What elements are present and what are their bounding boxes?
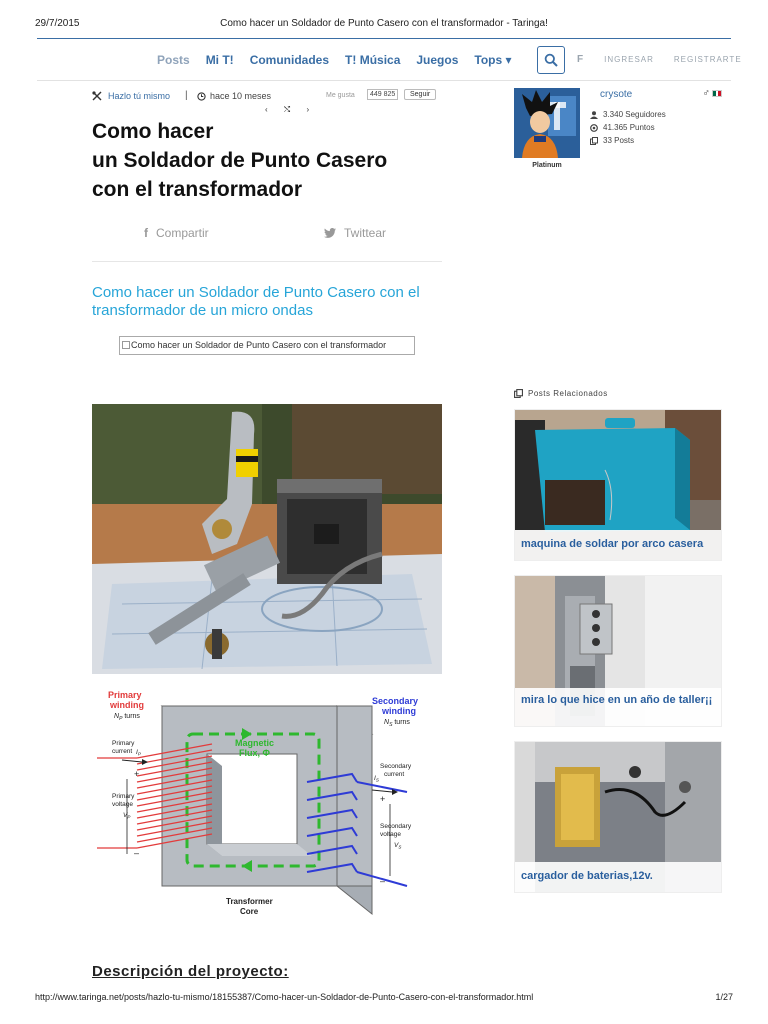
welder-photo	[92, 404, 442, 674]
primary-turns-symbol: N	[114, 713, 120, 720]
primary-turns-suffix: turns	[122, 713, 140, 720]
primary-current-label-2: current	[112, 748, 133, 755]
register-link[interactable]: REGISTRARTE	[673, 55, 742, 64]
post-title	[92, 117, 452, 204]
primary-winding-label-1: Primary	[108, 690, 142, 700]
transformer-diagram	[92, 684, 442, 924]
likes-label: Me gusta	[326, 92, 355, 99]
related-post-card[interactable]	[514, 409, 722, 561]
points-stat	[590, 121, 666, 134]
svg-text:IS	[374, 775, 379, 783]
secondary-turns-symbol: N	[384, 719, 390, 726]
followers-stat	[590, 108, 666, 121]
core-label-1: Transformer	[226, 897, 273, 906]
secondary-voltage-sub: S	[398, 844, 402, 850]
post-navigation[interactable]: ‹ ⤭ ›	[265, 105, 317, 114]
related-heading-label: Posts Relacionados	[528, 389, 608, 398]
rank-label: Platinum	[532, 162, 562, 169]
secondary-plus: +	[380, 794, 386, 804]
broken-image-placeholder	[119, 336, 415, 355]
secondary-turns-suffix: turns	[392, 719, 410, 726]
nav-posts[interactable]: Posts	[157, 52, 190, 67]
post-subtitle: Como hacer un Soldador de Punto Casero con el transformador de un micro ondas	[92, 284, 420, 319]
broken-image-alt: Como hacer un Soldador de Punto Casero con el transformador	[131, 340, 387, 350]
mexico-flag-icon	[712, 90, 722, 97]
time-label: hace 10 meses	[210, 91, 272, 101]
secondary-turns-sub: S	[389, 722, 393, 728]
magnetic-flux-label-2: Flux, Φ	[239, 748, 270, 758]
posts-stat	[590, 134, 666, 147]
secondary-voltage-label-1: Secondary	[380, 823, 412, 830]
secondary-minus: –	[380, 876, 386, 886]
post-time	[197, 91, 271, 101]
facebook-icon[interactable]: F	[577, 54, 585, 65]
category-link[interactable]	[92, 91, 170, 101]
likes-count: 449 825	[367, 89, 398, 100]
print-url: http://www.taringa.net/posts/hazlo-tu-mismo/18155387/Como-hacer-un-Soldador-de-Punto-Casero-con-el-transformador.html	[35, 992, 534, 1002]
search-icon	[544, 53, 558, 67]
primary-minus: –	[134, 848, 140, 858]
primary-voltage-symbol: V	[123, 812, 128, 819]
secondary-winding-label-2: winding	[382, 706, 416, 716]
points-icon	[590, 124, 598, 132]
primary-voltage-label-1: Primary	[112, 793, 135, 800]
search-button[interactable]	[537, 46, 565, 74]
print-date: 29/7/2015	[35, 18, 80, 29]
print-page-number: 1/27	[715, 992, 733, 1002]
nav-juegos[interactable]: Juegos	[416, 52, 459, 67]
primary-winding-label-2: winding	[110, 700, 144, 710]
top-navbar	[37, 38, 742, 81]
secondary-current-label-1: Secondary	[380, 763, 412, 770]
share-twitter-button[interactable]	[324, 226, 386, 240]
share-twitter-label: Twittear	[344, 226, 387, 240]
posts-count: 33 Posts	[603, 136, 635, 145]
core-label-2: Core	[240, 907, 259, 916]
share-bar	[92, 224, 442, 262]
follow-button[interactable]: Seguir	[404, 89, 436, 100]
magnetic-flux-label-1: Magnetic	[235, 738, 275, 748]
svg-text:VS	[394, 842, 401, 850]
related-post-card[interactable]	[514, 575, 722, 727]
related-post-card[interactable]	[514, 741, 722, 893]
primary-turns-sub: P	[119, 716, 123, 722]
clock-icon	[197, 92, 206, 101]
primary-voltage-sub: P	[127, 814, 131, 820]
print-footer	[35, 992, 733, 1004]
title-line-2: un Soldador de Punto Casero	[92, 149, 388, 172]
secondary-voltage-symbol: V	[394, 842, 399, 849]
related-post-title[interactable]: maquina de soldar por arco casera	[515, 530, 721, 560]
nav-comunidades[interactable]: Comunidades	[249, 52, 330, 67]
svg-text:VP	[123, 812, 130, 820]
user-icon	[590, 111, 598, 119]
auth-nav	[577, 39, 742, 80]
tools-icon	[92, 91, 102, 101]
primary-current-symbol: I	[136, 749, 138, 756]
svg-text:IP	[136, 749, 141, 757]
related-post-title[interactable]: cargador de baterias,12v.	[515, 862, 721, 892]
followers-count: 3.340 Seguidores	[603, 110, 666, 119]
secondary-current-sub: S	[375, 777, 379, 783]
primary-plus: +	[134, 769, 140, 779]
post-meta	[92, 89, 444, 105]
avatar[interactable]	[514, 88, 580, 158]
secondary-winding-label-1: Secondary	[372, 696, 419, 706]
secondary-current-label-2: current	[384, 771, 405, 778]
male-icon: ♂	[702, 88, 710, 99]
facebook-icon: f	[144, 226, 148, 240]
print-document-title: Como hacer un Soldador de Punto Casero con el transformador - Taringa!	[220, 18, 548, 29]
title-line-3: con el transformador	[92, 178, 303, 201]
main-nav	[157, 39, 512, 80]
category-label: Hazlo tú mismo	[108, 91, 171, 101]
print-header	[35, 18, 733, 32]
project-description-heading: Descripción del proyecto:	[92, 963, 289, 980]
nav-musica[interactable]: T! Música	[345, 52, 401, 67]
meta-separator: |	[185, 90, 188, 101]
points-count: 41.365 Puntos	[603, 123, 655, 132]
gender-and-flag	[703, 88, 723, 99]
broken-image-icon	[122, 341, 130, 349]
secondary-voltage-label-2: voltage	[380, 831, 401, 838]
title-line-1: Como hacer	[92, 120, 214, 143]
login-link[interactable]: INGRESAR	[604, 55, 654, 64]
share-facebook-label: Compartir	[156, 226, 209, 240]
secondary-current-symbol: I	[374, 775, 376, 782]
primary-voltage-label-2: voltage	[112, 801, 133, 808]
posts-icon	[514, 389, 523, 398]
related-posts-heading	[514, 389, 608, 398]
nav-tops[interactable]: Tops ▾	[474, 52, 512, 67]
svg-text:NP turns	[114, 713, 140, 722]
nav-mi-t[interactable]: Mi T!	[205, 52, 234, 67]
twitter-icon	[324, 228, 336, 238]
posts-icon	[590, 137, 598, 145]
primary-current-sub: P	[137, 751, 141, 757]
related-post-title[interactable]: mira lo que hice en un año de taller¡¡	[515, 688, 721, 726]
svg-text:NS turns	[384, 719, 410, 728]
profile-stats	[590, 108, 666, 147]
author-profile	[514, 88, 724, 173]
share-facebook-button[interactable]	[144, 226, 209, 240]
username-link[interactable]: crysote	[600, 89, 633, 100]
primary-current-label-1: Primary	[112, 740, 135, 747]
